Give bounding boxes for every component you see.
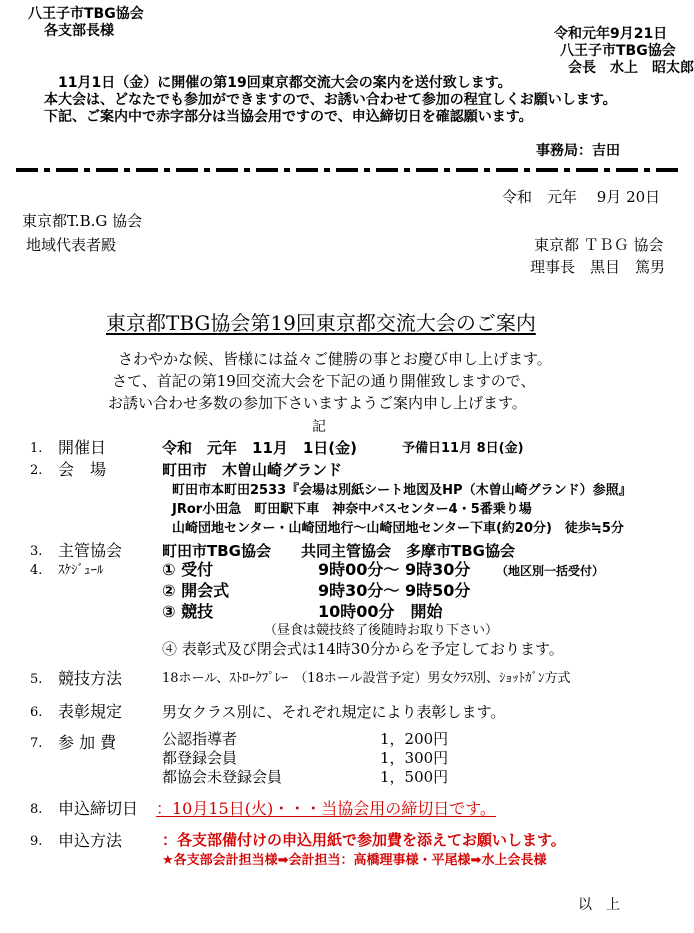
item-3-value: 町田市TBG協会 共同主管協会 多摩市TBG協会 (162, 542, 515, 560)
schedule-1-time: 9時00分～ 9時30分 (318, 560, 471, 579)
notice-date: 令和元年9月21日 (554, 26, 668, 42)
item-8-label: 申込締切日 (58, 799, 139, 818)
schedule-1-label: ① 受付 (162, 560, 214, 579)
fee-3-label: 都協会未登録会員 (162, 768, 283, 786)
item-9-routing: ★各支部会計担当様➡会計担当：高橋理事様・平尾様➡水上会長様 (162, 853, 547, 868)
item-8-number: 8. (30, 802, 43, 817)
notice-from-org: 八王子市TBG協会 (28, 6, 144, 22)
notice-body-line-2: 本大会は、どなたでも参加ができますので、お誘い合わせて参加の程宜しくお願いします。 (44, 92, 617, 108)
item-3-label: 主管協会 (58, 541, 123, 560)
item-6-value: 男女クラス別に、それぞれ規定により表彰します。 (162, 703, 506, 721)
fee-1-label: 公認指導者 (162, 730, 238, 748)
notice-to: 各支部長様 (44, 23, 114, 39)
letter-to-org: 東京都T.B.G 協会 (22, 212, 143, 230)
item-5-number: 5. (30, 672, 43, 687)
letter-title: 東京都TBG協会第19回東京都交流大会のご案内 (106, 311, 536, 335)
schedule-4: ④ 表彰式及び閉会式は14時30分からを予定しております。 (162, 640, 564, 658)
item-3-number: 3. (30, 544, 43, 559)
fee-3-value: 1，500円 (380, 768, 449, 786)
notice-body-line-1: 11月1日（金）に開催の第19回東京都交流大会の案内を送付致します。 (58, 75, 512, 91)
ki-label: 記 (312, 419, 326, 435)
item-9-label: 申込方法 (58, 831, 123, 850)
letter-from-person: 理事長 黒目 篤男 (530, 258, 666, 276)
fee-1-value: 1，200円 (380, 730, 449, 748)
schedule-1-note: （地区別一括受付） (496, 564, 605, 578)
item-4-number: 4. (30, 563, 43, 578)
notice-sender-org: 八王子市TBG協会 (560, 43, 676, 59)
item-2-label: 会 場 (58, 460, 107, 479)
item-2-address: 町田市本町田2533『会場は別紙シート地図及HP（木曽山崎グランド）参照』 (172, 483, 632, 498)
schedule-3-note: （昼食は競技終了後随時お取り下さい） (264, 623, 499, 638)
item-8-value: ：10月15日(火)・・・当協会用の締切日です。 (156, 799, 496, 818)
dashed-separator (16, 168, 678, 172)
item-1-number: 1. (30, 441, 43, 456)
item-7-number: 7. (30, 736, 43, 751)
item-2-bus: 山崎団地センター・山崎団地行～山崎団地センター下車(約20分) 徒歩≒5分 (172, 521, 624, 536)
fee-2-label: 都登録会員 (162, 749, 238, 767)
greeting-line-3: お誘い合わせ多数の参加下さいますようご案内申し上げます。 (108, 394, 527, 412)
schedule-2-time: 9時30分～ 9時50分 (318, 581, 471, 600)
letter-to-person: 地域代表者殿 (26, 236, 117, 254)
greeting-line-2: さて、首記の第19回交流大会を下記の通り開催致しますので、 (112, 372, 536, 390)
item-1-label: 開催日 (58, 438, 107, 457)
schedule-2-label: ② 開会式 (162, 581, 230, 600)
item-9-number: 9. (30, 834, 43, 849)
fee-2-value: 1，300円 (380, 749, 449, 767)
letter-date: 令和 元年 9月 20日 (502, 188, 661, 206)
schedule-3-time: 10時00分 開始 (318, 602, 443, 621)
item-2-value: 町田市 木曽山崎グランド (162, 461, 343, 479)
item-4-label: ｽｹｼﾞｭｰﾙ (58, 563, 104, 578)
item-2-access: JRor小田急 町田駅下車 神奈中バスセンター4・5番乗り場 (172, 502, 532, 517)
notice-sender-person: 会長 水上 昭太郎 (568, 60, 694, 76)
item-2-number: 2. (30, 463, 43, 478)
item-9-value: ：各支部備付けの申込用紙で参加費を添えてお願いします。 (162, 831, 566, 849)
item-6-number: 6. (30, 705, 43, 720)
greeting-line-1: さわやかな候、皆様には益々ご健勝の事とお慶び申し上げます。 (118, 350, 552, 368)
notice-body-line-3: 下記、ご案内中で赤字部分は当協会用ですので、申込締切日を確認願います。 (44, 109, 533, 125)
letter-from-org: 東京都 ＴＢＧ 協会 (534, 236, 664, 254)
item-6-label: 表彰規定 (58, 702, 123, 721)
item-5-label: 競技方法 (58, 669, 123, 688)
schedule-3-label: ③ 競技 (162, 602, 214, 621)
notice-office: 事務局：吉田 (536, 143, 620, 159)
item-1-value: 令和 元年 11月 1日(金) (162, 439, 358, 457)
item-5-value: 18ホール、ｽﾄﾛｰｸﾌﾟﾚｰ （18ホール設営予定）男女ｸﾗｽ別、ｼｮｯﾄｶﾞﾝ方式 (162, 671, 571, 686)
closing: 以 上 (578, 897, 620, 913)
item-7-label: 参 加 費 (58, 733, 117, 752)
item-1-reserve: 予備日11月 8日(金) (402, 441, 524, 456)
